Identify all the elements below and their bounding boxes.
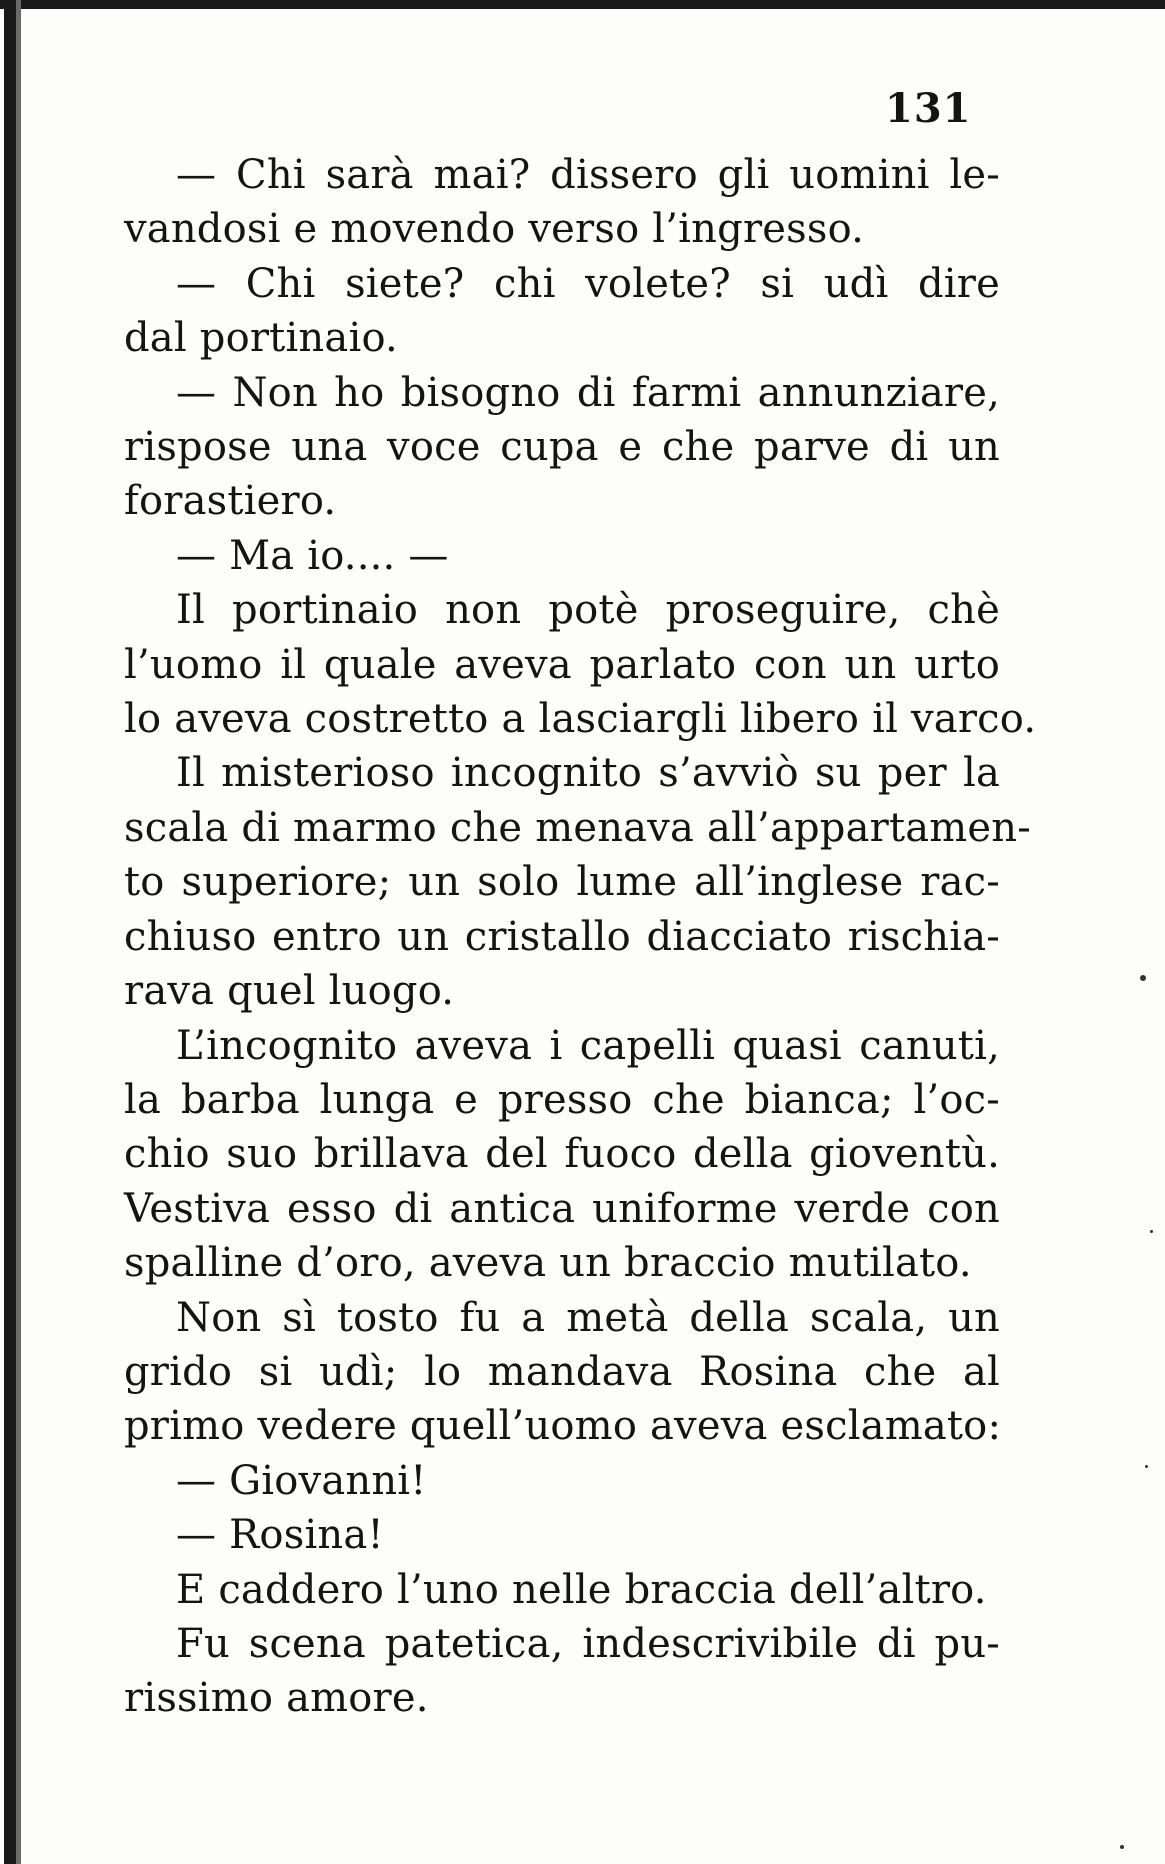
body-text <box>124 148 1037 1726</box>
text-line-18: la barba lunga e presso che bianca; l’oc- <box>124 1076 1000 1123</box>
text-line-17: L’incognito aveva i capelli quasi canuti, <box>176 1022 1000 1069</box>
text-line-14: to superiore; un solo lume all’inglese rac- <box>124 859 1000 906</box>
text-line-15: chiuso entro un cristallo diacciato rischia- <box>124 913 1000 960</box>
text-line-4: dal portinaio. <box>124 315 398 362</box>
scan-speck <box>1140 975 1146 981</box>
scan-top-border <box>0 0 1165 9</box>
text-line-1: — Chi sarà mai? dissero gli uomini le- <box>176 152 1000 198</box>
text-line-21: spalline d’oro, aveva un braccio mutilato. <box>124 1240 972 1287</box>
text-line-10: l’uomo il quale aveva parlato con un urto <box>124 641 1000 688</box>
text-line-24: primo vedere quell’uomo aveva esclamato: <box>124 1403 1002 1450</box>
text-line-2: vandosi e movendo verso l’ingresso. <box>124 206 865 253</box>
text-line-6: rispose una voce cupa e che parve di un <box>124 424 1000 471</box>
text-line-26: — Rosina! <box>176 1512 384 1559</box>
text-line-7: forastiero. <box>124 478 337 525</box>
scan-speck <box>1120 1845 1124 1849</box>
text-line-25: — Giovanni! <box>176 1457 427 1504</box>
text-line-9: Il portinaio non potè proseguire, chè <box>176 587 1000 634</box>
page-number: 131 <box>885 85 972 132</box>
scan-speck <box>1150 1230 1153 1233</box>
text-line-22: Non sì tosto fu a metà della scala, un <box>176 1294 1000 1341</box>
scan-binding-edge <box>4 0 16 1864</box>
text-line-16: rava quel luogo. <box>124 968 455 1015</box>
text-line-29: rissimo amore. <box>124 1675 429 1722</box>
text-line-11: lo aveva costretto a lasciargli libero il varco. <box>124 696 1037 743</box>
scan-binding-shadow <box>16 0 21 1864</box>
text-line-13: scala di marmo che menava all’appartamen- <box>124 804 1031 851</box>
text-line-28: Fu scena patetica, indescrivibile di pu- <box>176 1620 1000 1667</box>
text-line-12: Il misterioso incognito s’avviò su per la <box>176 750 1000 797</box>
text-line-19: chio suo brillava del fuoco della gioventù. <box>124 1131 1000 1178</box>
text-line-27: E caddero l’uno nelle braccia dell’altro. <box>176 1566 987 1613</box>
text-line-3: — Chi siete? chi volete? si udì dire <box>176 260 1000 307</box>
text-line-20: Vestiva esso di antica uniforme verde con <box>124 1185 1000 1232</box>
text-line-23: grido si udì; lo mandava Rosina che al <box>124 1348 1000 1395</box>
text-line-5: — Non ho bisogno di farmi annunziare, <box>176 369 1000 416</box>
scan-speck <box>1145 1465 1148 1468</box>
text-line-8: — Ma io.... — <box>176 532 449 579</box>
